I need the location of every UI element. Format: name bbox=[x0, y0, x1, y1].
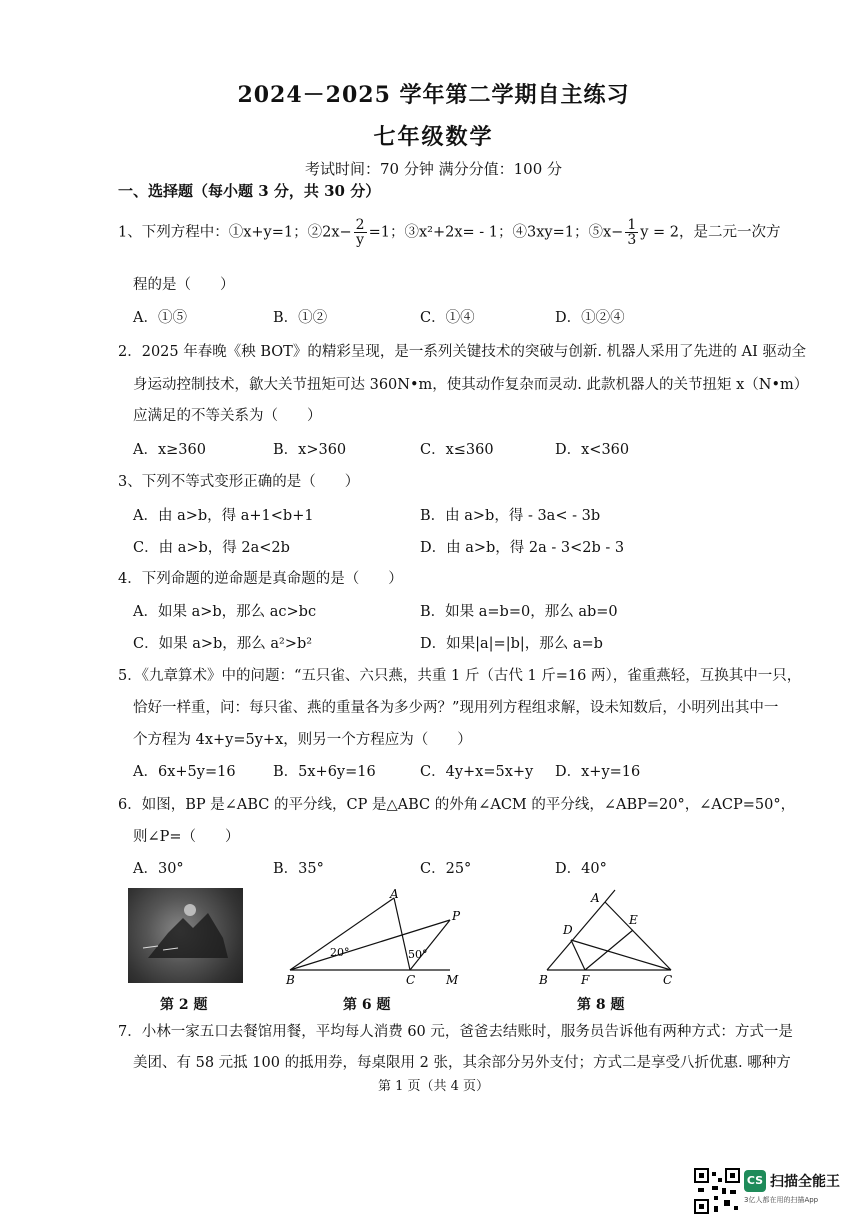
question-3-stem: 3、下列不等式变形正确的是（ ） bbox=[118, 474, 360, 490]
question-5-line3: 个方程为 4x+y=5y+x，则另一个方程应为（ ） bbox=[133, 732, 472, 748]
caption-q6: 第 6 题 bbox=[343, 997, 391, 1013]
scanner-tagline: 3亿人都在用的扫描App bbox=[744, 1196, 819, 1204]
fig8-label-e: E bbox=[629, 913, 638, 927]
fig6-label-a: A bbox=[390, 887, 399, 901]
q1-option-b: B．①② bbox=[273, 310, 328, 326]
question-2-line1: 2．2025 年春晚《秧 BOT》的精彩呈现，是一系列关键技术的突破与创新. 机器人采用了先进的 AI 驱动全 bbox=[118, 344, 806, 360]
figure-8-diagram bbox=[535, 888, 685, 988]
q1-frac2-den: 3 bbox=[627, 232, 637, 248]
q1-option-a: A．①⑤ bbox=[133, 310, 187, 326]
fig6-label-b: B bbox=[286, 973, 295, 986]
q1-fraction-2 bbox=[625, 218, 638, 247]
question-7-line2: 美团、有 58 元抵 100 的抵用券，每桌限用 2 张，其余部分另外支付；方式二是享受八折优惠. 哪种方 bbox=[133, 1055, 791, 1071]
section-title: 一、选择题（每小题 3 分，共 30 分） bbox=[118, 182, 381, 200]
fig6-label-c: C bbox=[406, 973, 416, 986]
q5-option-b: B．5x+6y=16 bbox=[273, 764, 376, 780]
q3-option-d: D．由 a>b，得 2a - 3<2b - 3 bbox=[420, 540, 625, 556]
q3-option-a: A．由 a>b，得 a+1<b+1 bbox=[133, 508, 314, 524]
q2-option-c: C．x≤360 bbox=[420, 442, 494, 458]
exam-title: 2024－2025 学年第二学期自主练习 bbox=[237, 82, 630, 108]
q1-fraction-1 bbox=[354, 218, 367, 247]
caption-q8: 第 8 题 bbox=[577, 997, 625, 1013]
q6-option-b: B．35° bbox=[273, 861, 324, 877]
figure-6-diagram bbox=[282, 886, 472, 986]
robot-silhouette bbox=[128, 888, 243, 983]
question-5-line2: 恰好一样重，问：每只雀、燕的重量各为多少两？”现用列方程组求解，设未知数后，小明列出其中一 bbox=[133, 700, 779, 716]
q6-option-d: D．40° bbox=[555, 861, 607, 877]
q4-option-c: C．如果 a>b，那么 a²>b² bbox=[133, 636, 313, 652]
question-2-line2: 身运动控制技术，歙大关节扭矩可达 360N•m，使其动作复杂而灵动. 此款机器人的关节扭矩 x（N•m） bbox=[133, 377, 809, 393]
fig6-angle-50: 50° bbox=[408, 948, 428, 961]
fig6-label-p: P bbox=[452, 909, 461, 923]
question-1-stem bbox=[118, 218, 781, 247]
q3-option-c: C．由 a>b，得 2a<2b bbox=[133, 540, 290, 556]
q6-option-c: C．25° bbox=[420, 861, 472, 877]
question-5-line1: 5．《九章算术》中的问题：“五只雀、六只燕，共重 1 斤（古代 1 斤=16 两），雀重燕轻，互换其中一只， bbox=[118, 668, 802, 684]
q3-option-b: B．由 a>b，得 - 3a< - 3b bbox=[420, 508, 601, 524]
question-4-stem: 4．下列命题的逆命题是真命题的是（ ） bbox=[118, 571, 403, 587]
scanner-name: 扫描全能王 bbox=[770, 1174, 840, 1190]
q4-option-a: A．如果 a>b，那么 ac>bc bbox=[133, 604, 317, 620]
fig8-label-a: A bbox=[591, 891, 600, 905]
fig6-angle-20: 20° bbox=[330, 946, 350, 959]
subject-title: 七年级数学 bbox=[373, 124, 494, 150]
q5-option-a: A．6x+5y=16 bbox=[133, 764, 236, 780]
question-2-line3: 应满足的不等关系为（ ） bbox=[133, 408, 322, 424]
qr-code-icon bbox=[694, 1168, 740, 1214]
fig8-label-f: F bbox=[581, 973, 590, 987]
q2-option-a: A．x≥360 bbox=[133, 442, 206, 458]
caption-q2: 第 2 题 bbox=[160, 997, 208, 1013]
scanner-watermark bbox=[744, 1170, 856, 1216]
q1-mid: =1；③x²+2x= - 1；④3xy=1；⑤x− bbox=[368, 224, 624, 241]
robot-photo bbox=[128, 888, 243, 983]
q1-option-d: D．①②④ bbox=[555, 310, 625, 326]
fig8-label-d: D bbox=[563, 923, 573, 937]
q2-option-b: B．x>360 bbox=[273, 442, 347, 458]
q6-option-a: A．30° bbox=[133, 861, 184, 877]
q1-frac1-den: y bbox=[356, 232, 365, 248]
fig8-label-c: C bbox=[663, 973, 673, 987]
q4-option-b: B．如果 a=b=0，那么 ab=0 bbox=[420, 604, 618, 620]
q2-option-d: D．x<360 bbox=[555, 442, 630, 458]
page-footer: 第 1 页（共 4 页） bbox=[377, 1079, 490, 1094]
fig8-label-b: B bbox=[539, 973, 548, 987]
q1-frac2-num: 1 bbox=[627, 217, 637, 233]
fig6-label-m: M bbox=[446, 973, 459, 986]
q1-option-c: C．①④ bbox=[420, 310, 475, 326]
question-7-line1: 7．小林一家五口去餐馆用餐，平均每人消费 60 元，爸爸去结账时，服务员告诉他有两种方式：方式一是 bbox=[118, 1024, 793, 1040]
question-6-line1: 6．如图，BP 是∠ABC 的平分线，CP 是△ABC 的外角∠ACM 的平分线，∠ABP=20°，∠ACP=50°， bbox=[118, 797, 796, 813]
q1-prefix: 1、下列方程中：①x+y=1；②2x− bbox=[118, 224, 352, 241]
question-1-line2: 程的是（ ） bbox=[133, 277, 235, 293]
exam-info: 考试时间：70 分钟 满分分值：100 分 bbox=[304, 160, 563, 178]
scanner-logo: CS bbox=[744, 1170, 766, 1192]
q1-suffix: y = 2，是二元一次方 bbox=[640, 224, 781, 241]
q4-option-d: D．如果|a|=|b|，那么 a=b bbox=[420, 636, 603, 652]
q5-option-c: C．4y+x=5x+y bbox=[420, 764, 534, 780]
q5-option-d: D．x+y=16 bbox=[555, 764, 641, 780]
q1-frac1-num: 2 bbox=[355, 217, 365, 233]
question-6-line2: 则∠P=（ ） bbox=[133, 829, 240, 845]
